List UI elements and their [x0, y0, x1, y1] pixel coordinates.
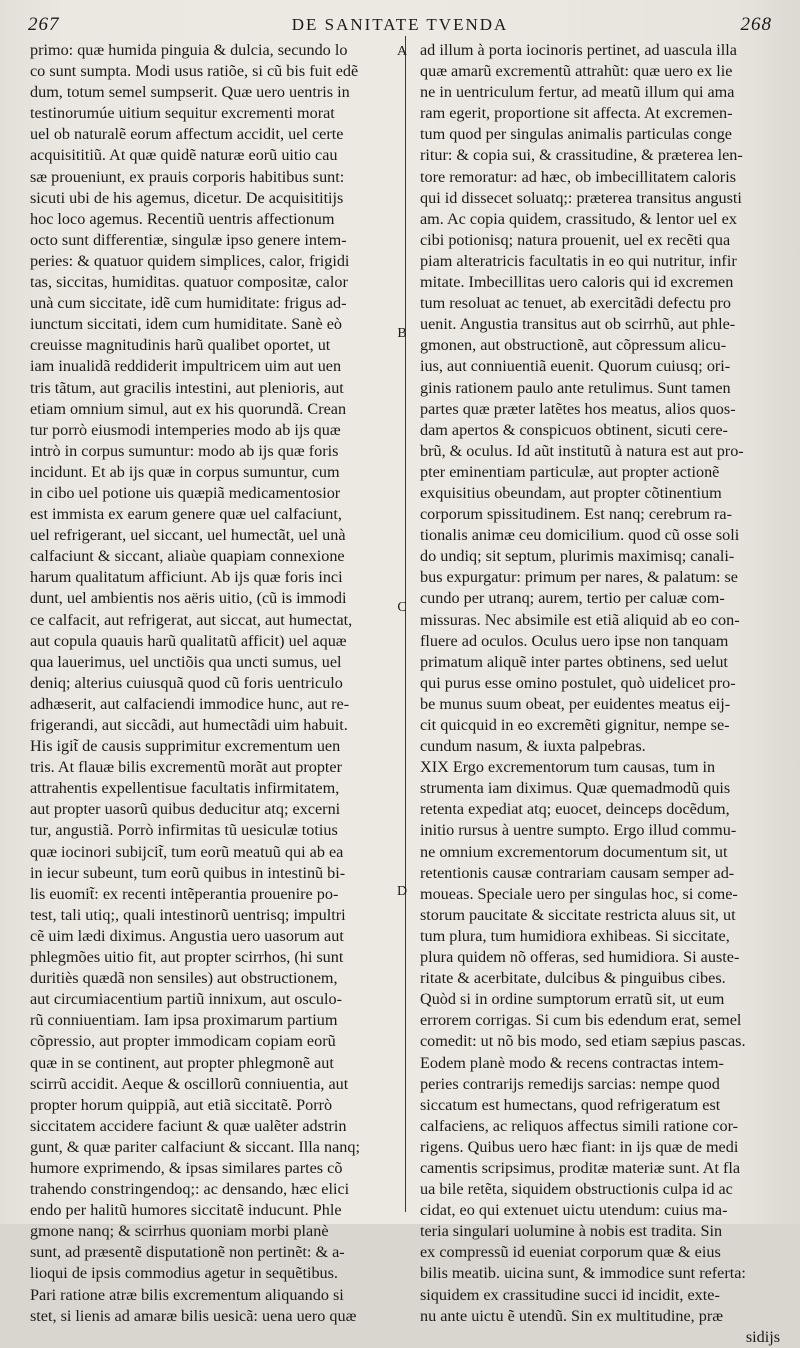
right-column-line: qui purus esse omino postulet, quò uidelicet pro- [420, 673, 736, 692]
left-column-line: unà cum siccitate, idẽ cum humiditate: frigus ad- [30, 294, 347, 313]
left-column-line: calfaciunt & siccant, aliaùe quapiam connexione [30, 547, 345, 566]
right-column-line: ram egerit, proportione sit affecta. At excremen- [420, 104, 733, 123]
right-column-line: quæ amarũ excrementũ attrahũt: quæ uero ex lie [420, 62, 733, 81]
right-column-line: bilis meatib. uicina sunt, & immodice sunt referta: [420, 1264, 746, 1283]
right-column-line: gmonen, aut obstructionẽ, aut cõpressum alicu- [420, 336, 727, 355]
right-column-line: tore remoratur: ad hæc, ob imbecillitatem caloris [420, 167, 736, 186]
right-column-line: ritate & acerbitate, dulcibus & pinguibus cibes. [420, 969, 726, 988]
left-column-line: iam inualidã reddiderit impultricem uim aut uen [30, 357, 342, 376]
left-column-line: in iecur subeunt, tum eorũ quibus in intestinũ bi- [30, 863, 346, 882]
left-column-line: gmone nanq; & scirrhus quoniam morbi planè [30, 1222, 329, 1241]
right-column-line: piam alteratricis facultatis in eo qui nutritur, infir [420, 251, 737, 270]
left-column-line: aut circumiacentium partiũ innixum, aut osculo- [30, 990, 342, 1009]
right-column-line: calfaciens, ac reliquos affectus simili ratione cor- [420, 1116, 739, 1135]
right-column-line: initio rursus à uentre sumpto. Ergo illud commu- [420, 821, 737, 840]
right-column-line: ad illum à porta iocinoris pertinet, ad uascula illa [420, 41, 737, 59]
left-column-line: sicuti ubi de his agemus, dicetur. De acquisititijs [30, 188, 344, 207]
left-column-line: octo sunt differentiæ, singulæ ipso genere intem- [30, 230, 347, 249]
left-column-line: tris tãtum, aut gracilis intestini, aut plenioris, aut [30, 378, 344, 397]
left-column-line: Pari ratione atræ bilis excrementum aliquando si [30, 1285, 344, 1304]
left-column-line: acquisititiũ. At quæ quidẽ naturæ eorũ uitio cau [30, 146, 338, 165]
running-title: DE SANITATE TVENDA [291, 15, 509, 34]
left-column-line: uel refrigerant, uel siccant, uel humectãt, uel unà [30, 526, 346, 545]
right-column-line: ritur: & copia sui, & crassitudine, & præterea len- [420, 146, 743, 165]
right-column-line: primatum aliquẽ inter partes obtinens, sed uelut [420, 652, 728, 671]
left-column-line: aut copula quauis harũ qualitatũ afficit) uel aquæ [30, 631, 347, 650]
left-column-line: His igit̃ de causis supprimitur excrementum uen [30, 737, 341, 756]
right-column-line: partes quæ præter latẽtes hos meatus, alios quos- [420, 399, 736, 418]
left-column-line: quæ iocinori subijcit̃, tum eorũ meatuũ qui ab ea [30, 842, 344, 861]
left-column-line: test, tali utiq;, quali intestinorũ uentrisq; impultri [30, 905, 346, 924]
left-column-line: phlegmões uitio fit, aut propter scirrhos, (hi sunt [30, 948, 344, 967]
left-column-line: cẽ uim lædi diximus. Angustia uero uasorum aut [30, 926, 344, 945]
left-column-line: intrò in corpus sumuntur: modo ab ijs quæ foris [30, 441, 339, 460]
left-column-line: est immista ex earum genere quæ uel calfaciunt, [30, 505, 342, 524]
right-column-line: ius, aut conniuentiã euenit. Quorum cuiusq; ori- [420, 357, 731, 376]
left-column-line: lioqui de ipsis commodius agetur in sequẽtibus. [30, 1264, 338, 1283]
left-column-line: trahendo constringendoq;: ac densando, hæc elici [30, 1180, 350, 1199]
left-column-line: ce calfacit, aut refrigerat, aut siccat, aut humectat, [30, 610, 353, 629]
right-column-line: rigens. Quibus uero hæc fiant: in ijs quæ de medi [420, 1137, 739, 1156]
right-column-text [420, 40, 780, 1348]
right-column-line: ua bile retẽta, siquidem obstructionis culpa id ac [420, 1180, 733, 1199]
left-column-line: peries: & quatuor quidem simplices, calor, frigidi [30, 251, 350, 270]
right-column-line: ex compressũ id eueniat corporum quæ & eius [420, 1243, 721, 1262]
right-column-line: exquisitius obeundam, aut propter cõtinentium [420, 483, 722, 502]
left-column-line: deniq; alterius cuiusquã quod cũ foris uentriculo [30, 673, 343, 692]
left-column-line: rũ conniuentiam. Iam ipsa proximarum partium [30, 1011, 338, 1030]
left-column-line: lis euomit̃: ex recenti intẽperantia prouenire po- [30, 884, 339, 903]
left-column-line: qua lauerimus, uel unctiõis qua uncti sumus, uel [30, 652, 342, 671]
right-column-line: brũ, & oculus. Id aũt institutũ à natura est aut pro- [420, 441, 744, 460]
margin-marker-a: A [396, 44, 408, 59]
right-column-line: do undiq; sit septum, plurimis maximisq; canali- [420, 547, 735, 566]
right-column-line: tum resoluat ac tenuet, ab exercitãdi defectu pro [420, 294, 732, 313]
right-column-line: comedit: ut nõ bis modo, sed etiam sæpius pascas. [420, 1032, 746, 1051]
left-column-line: testinorumúe uitium sequitur excrementi morat [30, 104, 335, 123]
left-column-line: dunt, uel ambientis nos aëris uitio, (cũ is immodi [30, 589, 347, 608]
left-column-line: creuisse magnitudinis harũ qualibet oportet, ut [30, 336, 331, 355]
column-divider [405, 36, 406, 1212]
right-column-line: tum quod per singulas animalis particulas conge [420, 125, 732, 144]
right-column-line: retentionis causæ contrariam causam semper ad- [420, 863, 735, 882]
page-number-right: 268 [740, 14, 772, 35]
margin-marker-c: C [397, 600, 407, 615]
left-column-line: tur porrò eiusmodi intemperies modo ab ijs quæ [30, 420, 341, 439]
left-column-line: siccitatem accidere faciunt & quæ ualẽter adstrin [30, 1116, 347, 1135]
left-column-line: quæ in se continent, aut propter phlegmonẽ aut [30, 1053, 334, 1072]
right-column-line: corporum spissitudinem. Est nanq; cerebrum ra- [420, 505, 732, 524]
page-number-left: 267 [28, 14, 60, 35]
margin-marker-b: B [397, 326, 407, 341]
left-column-line: incidunt. Et ab ijs quæ in corpus sumuntur, cum [30, 462, 340, 481]
right-column-line: tionalis animæ ceu domicilium. quod cũ osse soli [420, 526, 740, 545]
left-column-line: attrahentis expellentisue facultatis infirmitatem, [30, 779, 340, 798]
left-column-line: gunt, & quæ pariter calfaciunt & siccant. Illa nanq; [30, 1137, 360, 1156]
left-column-line: cõpressio, aut propter immodicam copiam eorũ [30, 1032, 336, 1051]
right-column-line: nu ante uictu ẽ utendũ. Sin ex multitudine, præ [420, 1306, 724, 1325]
right-column-line: cundo per utranq; aurem, tertio per caluæ com- [420, 589, 725, 608]
right-column-line: ne in uentriculum fertur, ad meatũ illum qui ama [420, 83, 735, 102]
right-column-line: strumenta iam diximus. Quæ quemadmodũ quis [420, 779, 731, 798]
left-column-line: stet, si lienis ad amaræ bilis uesicã: uena uero quæ [30, 1306, 357, 1325]
page-header [28, 14, 772, 40]
left-column-line: humore exprimendo, & ipsas similares partes cõ [30, 1158, 343, 1177]
left-column-line: tris. At flauæ bilis excrementũ morãt aut propter [30, 758, 342, 777]
right-column-line: dam apertos & conspicuos obtinent, sicuti cere- [420, 420, 728, 439]
right-column-line: cibi potionisq; natura prouenit, uel ex recẽti qua [420, 230, 731, 249]
right-column-line: Quòd si in ordine sumptorum erratũ sit, ut eum [420, 990, 725, 1009]
right-column-line: ne omnium excrementorum documentum sit, ut [420, 842, 728, 861]
right-column-line: siquidem ex crassitudine succi id incidit, exte- [420, 1285, 720, 1304]
right-column-line: peries contrarijs remedijs sarcias: nempe quod [420, 1074, 720, 1093]
right-column-line: fluere ad oculos. Oculus uero ipse non tanquam [420, 631, 729, 650]
left-column-line: aut propter uasorũ quibus deducitur atq; excerni [30, 800, 341, 819]
right-column-line: moueas. Speciale uero per singulas hoc, si come- [420, 884, 738, 903]
right-column-line: missuras. Nec absimile est etiã aliquid ab eo con- [420, 610, 740, 629]
left-column-line: sæ proueniunt, ex prauis corporis habitibus sunt: [30, 167, 345, 186]
left-column-line: adhæserit, aut calfaciendi immodice hunc, aut re- [30, 694, 350, 713]
left-column-line: tas, siccitas, humiditas. quatuor compositæ, calor [30, 273, 348, 292]
right-column-line: uenit. Angustia transitus aut ob scirrhũ, aut phle- [420, 315, 736, 334]
right-column-line: bus expurgatur: primum per nares, & palatum: se [420, 568, 738, 587]
left-column-line: primo: quæ humida pinguia & dulcia, secundo lo [30, 41, 348, 59]
left-column-line: tur, angustiã. Porrò infirmitas tũ uesiculæ totius [30, 821, 338, 840]
right-column-line: qui id dissecet soluatq;: præterea transitus angusti [420, 188, 742, 207]
right-column-line: Eodem planè modo & recens contractas intem- [420, 1053, 724, 1072]
left-column-line: co sunt sumpta. Modi usus ratiõe, si cũ bis fuit edẽ [30, 62, 359, 81]
left-column-line: endo per halitũ humores siccitatẽ inducunt. Phle [30, 1201, 342, 1220]
left-column-line: sunt, ad præsentẽ disputationẽ non pertinẽt: & a- [30, 1243, 345, 1262]
left-column-line: uel ob naturalẽ eorum affectum accidit, uel certe [30, 125, 344, 144]
right-column-line: errorem corrigas. Si cum bis edendum erat, semel [420, 1011, 742, 1030]
left-column-line: in cibo uel potione uis quæpiã medicamentosior [30, 483, 341, 502]
right-column-line: mitate. Imbecillitas uero caloris qui id excremen [420, 273, 734, 292]
left-column-text [30, 40, 392, 1327]
right-column-line: siccatum est humectans, quod refrigeratum est [420, 1095, 721, 1114]
left-column-line: harum qualitatum afficiunt. Ab ijs quæ foris inci [30, 568, 343, 587]
right-column-line: teria singulari uolumine à nobis est tradita. Sin [420, 1222, 723, 1241]
right-column-line: sidijs [745, 1327, 780, 1346]
right-column-line: cit quicquid in eo excremẽti gignitur, nempe se- [420, 716, 730, 734]
left-column-line: duritiès quædã non sensiles) aut obstructionem, [30, 969, 338, 988]
right-column-line: retenta expediat atq; euocet, deinceps docẽdum, [420, 800, 730, 819]
left-column-line: frigerandi, aut siccãdi, aut humectãdi uim habuit. [30, 716, 348, 734]
right-column-line: tum plura, tum humidiora exhibeas. Si siccitate, [420, 926, 730, 945]
left-column-line: scirrũ accidit. Aeque & oscillorũ conniuentia, aut [30, 1074, 349, 1093]
right-column-line: camentis scripsimus, proditæ materiæ sunt. At fla [420, 1158, 741, 1177]
margin-marker-d: D [396, 884, 408, 899]
right-column-line: ginis rationem paulo ante retulimus. Sunt tamen [420, 378, 731, 397]
right-column-line: am. Ac copia quidem, crassitudo, & lentor uel ex [420, 209, 737, 228]
left-column-line: iunctum siccitati, idem cum humiditate. Sanè eò [30, 315, 342, 334]
right-column-line: cundum nasum, & iuxta palpebras. [420, 737, 646, 756]
right-column-line: storum paucitate & siccitate restricta aluus sit, ut [420, 905, 736, 924]
right-column-line: cidat, eo qui extenuet uictu utendum: cuius ma- [420, 1201, 728, 1220]
left-column-line: dum, totum semel sumpserit. Quæ uero uentris in [30, 83, 350, 102]
left-column-line: etiam omnium simul, aut ex his quorundã. Crean [30, 399, 347, 418]
right-column-line: be munus suum obeat, per euidentes meatus eij- [420, 694, 731, 713]
left-column-line: hoc loco agemus. Recentiũ uentris affectionum [30, 209, 335, 228]
right-column-line: plura quidem nõ offeras, sed humidiora. Si auste- [420, 948, 740, 967]
right-column-line: pter eminentiam particulæ, aut propter actionẽ [420, 462, 720, 481]
right-column-line: XIX Ergo excrementorum tum causas, tum in [420, 758, 716, 777]
left-column-line: propter horum quippiã, aut etiã siccitatẽ. Porrò [30, 1095, 333, 1114]
